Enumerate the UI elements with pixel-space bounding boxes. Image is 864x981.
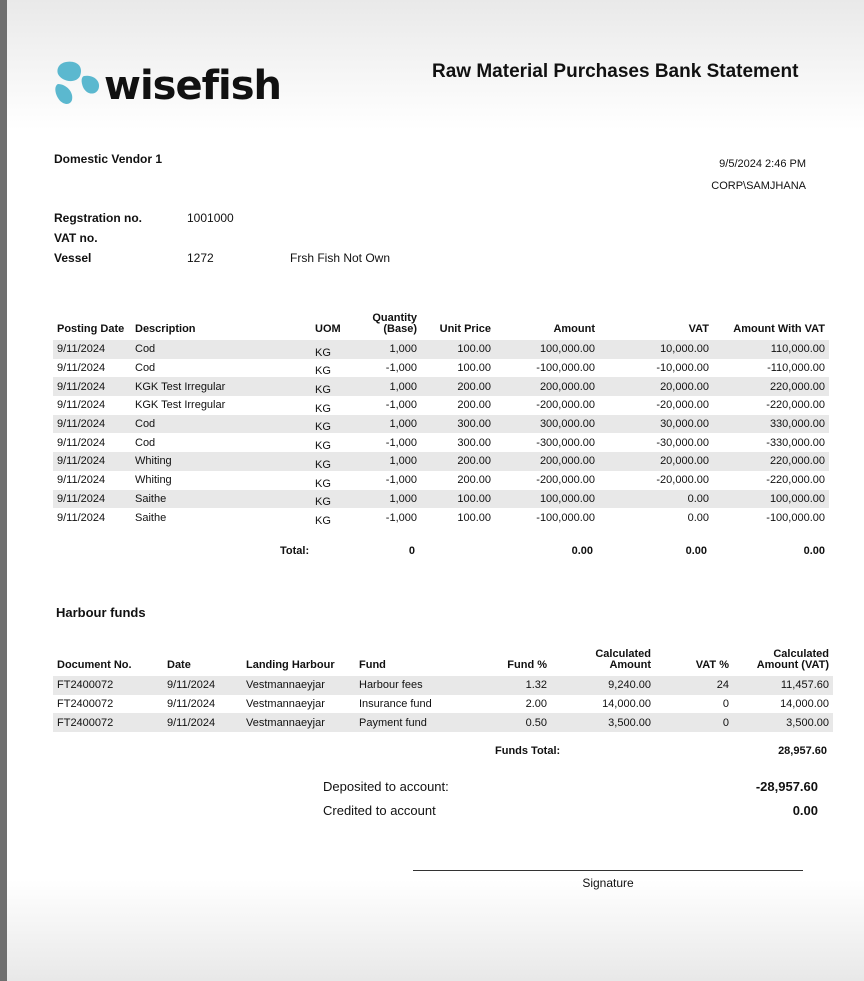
cell-desc: Cod bbox=[135, 436, 156, 449]
cell-total: 100,000.00 bbox=[713, 490, 829, 509]
cell-desc: Saithe bbox=[131, 490, 311, 509]
deposited-value: -28,957.60 bbox=[755, 779, 818, 794]
cell-date: 9/11/2024 bbox=[53, 340, 131, 359]
harbour-funds-title: Harbour funds bbox=[56, 605, 146, 620]
purchases-total-amount: 0.00 bbox=[571, 545, 593, 557]
cell-total: -220,000.00 bbox=[766, 399, 825, 412]
cell-qty: 1,000 bbox=[361, 452, 421, 471]
cell-fund: Insurance fund bbox=[359, 698, 432, 711]
cell-desc: Cod bbox=[135, 362, 156, 375]
cell-price: 100.00 bbox=[421, 340, 495, 359]
cell-calc-vat: 14,000.00 bbox=[780, 698, 829, 711]
vessel-description: Frsh Fish Not Own bbox=[290, 251, 391, 265]
cell-uom: KG bbox=[315, 365, 331, 378]
cell-total: -330,000.00 bbox=[766, 436, 825, 449]
cell-pct: 0.50 bbox=[463, 713, 551, 732]
cell-fund: Payment fund bbox=[355, 713, 463, 732]
cell-uom: KG bbox=[311, 452, 361, 471]
col-calc-vat-line1: Calculated bbox=[773, 647, 829, 660]
col-quantity-line2: (Base) bbox=[383, 323, 417, 336]
vessel-label: Vessel bbox=[54, 251, 92, 265]
registration-label: Regstration no. bbox=[54, 211, 143, 225]
cell-date: 9/11/2024 bbox=[57, 362, 106, 375]
cell-pct: 1.32 bbox=[463, 676, 551, 695]
col-vat-pct: VAT % bbox=[695, 659, 729, 672]
table-row bbox=[53, 676, 833, 695]
col-fund: Fund bbox=[359, 659, 386, 672]
cell-harbour: Vestmannaeyjar bbox=[242, 676, 355, 695]
cell-vat-pct: 0 bbox=[722, 698, 729, 711]
cell-qty: -1,000 bbox=[385, 474, 417, 487]
cell-total: 220,000.00 bbox=[713, 452, 829, 471]
credited-label: Credited to account bbox=[323, 803, 436, 818]
col-uom: UOM bbox=[315, 323, 341, 336]
cell-doc: FT2400072 bbox=[53, 676, 163, 695]
cell-amount: 200,000.00 bbox=[495, 452, 599, 471]
cell-price: 100.00 bbox=[457, 511, 491, 524]
cell-harbour: Vestmannaeyjar bbox=[242, 713, 355, 732]
table-row bbox=[53, 396, 829, 415]
cell-desc: Cod bbox=[131, 340, 311, 359]
window-edge bbox=[0, 0, 7, 981]
cell-desc: Saithe bbox=[135, 511, 167, 524]
deposited-label: Deposited to account: bbox=[323, 779, 449, 794]
cell-total: 220,000.00 bbox=[713, 377, 829, 396]
purchases-total-vat: 0.00 bbox=[685, 545, 707, 557]
vendor-name: Domestic Vendor 1 bbox=[54, 152, 163, 166]
registration-value: 1001000 bbox=[187, 211, 234, 225]
cell-qty: 1,000 bbox=[361, 415, 421, 434]
cell-date: 9/11/2024 bbox=[53, 377, 131, 396]
cell-date: 9/11/2024 bbox=[167, 698, 216, 711]
cell-harbour: Vestmannaeyjar bbox=[246, 698, 325, 711]
cell-total: 110,000.00 bbox=[713, 340, 829, 359]
cell-qty: -1,000 bbox=[385, 362, 417, 375]
cell-date: 9/11/2024 bbox=[57, 511, 106, 524]
col-quantity bbox=[361, 300, 421, 340]
cell-vat-pct: 0 bbox=[655, 713, 733, 732]
col-quantity-line1: Quantity bbox=[372, 311, 417, 324]
cell-doc: FT2400072 bbox=[57, 698, 114, 711]
funds-total-label: Funds Total: bbox=[495, 745, 561, 757]
cell-vat: 20,000.00 bbox=[599, 377, 713, 396]
cell-total: -220,000.00 bbox=[766, 474, 825, 487]
cell-doc: FT2400072 bbox=[53, 713, 163, 732]
cell-vat: 30,000.00 bbox=[599, 415, 713, 434]
col-unit-price: Unit Price bbox=[439, 323, 491, 336]
purchases-table bbox=[53, 300, 829, 527]
col-date: Date bbox=[167, 659, 191, 672]
cell-price: 200.00 bbox=[457, 474, 491, 487]
cell-qty: 1,000 bbox=[361, 377, 421, 396]
table-row bbox=[53, 433, 829, 452]
cell-price: 200.00 bbox=[457, 399, 491, 412]
cell-date: 9/11/2024 bbox=[163, 676, 242, 695]
report-datetime: 9/5/2024 2:46 PM bbox=[719, 158, 806, 170]
fish-logo-icon bbox=[54, 60, 102, 106]
cell-price: 200.00 bbox=[421, 452, 495, 471]
funds-total-value: 28,957.60 bbox=[778, 745, 827, 757]
cell-vat: -20,000.00 bbox=[656, 474, 709, 487]
logo-text: wisefish bbox=[104, 63, 281, 109]
cell-price: 300.00 bbox=[421, 415, 495, 434]
purchases-total-amount-with-vat: 0.00 bbox=[803, 545, 825, 557]
cell-calc-vat: 11,457.60 bbox=[733, 676, 833, 695]
cell-desc: KGK Test Irregular bbox=[135, 399, 226, 412]
cell-desc: Whiting bbox=[131, 452, 311, 471]
cell-date: 9/11/2024 bbox=[57, 474, 106, 487]
cell-qty: -1,000 bbox=[385, 436, 417, 449]
cell-total: -110,000.00 bbox=[767, 362, 825, 375]
cell-price: 100.00 bbox=[421, 490, 495, 509]
purchases-total-qty: 0 bbox=[408, 545, 415, 557]
cell-vat: 10,000.00 bbox=[599, 340, 713, 359]
col-posting-date: Posting Date bbox=[57, 323, 125, 336]
table-row bbox=[53, 490, 829, 509]
cell-vat: 0.00 bbox=[599, 490, 713, 509]
col-document-no: Document No. bbox=[57, 659, 132, 672]
col-amount-with-vat: Amount With VAT bbox=[733, 323, 825, 336]
wisefish-logo bbox=[54, 58, 284, 118]
cell-amount: -300,000.00 bbox=[536, 436, 595, 449]
cell-vat-pct: 24 bbox=[655, 676, 733, 695]
col-vat: VAT bbox=[688, 323, 709, 336]
col-description: Description bbox=[135, 323, 196, 336]
table-row bbox=[53, 359, 829, 378]
cell-desc: Whiting bbox=[135, 474, 172, 487]
cell-desc: KGK Test Irregular bbox=[131, 377, 311, 396]
cell-qty: -1,000 bbox=[385, 399, 417, 412]
table-row bbox=[53, 377, 829, 396]
table-row bbox=[53, 452, 829, 471]
cell-uom: KG bbox=[311, 377, 361, 396]
col-calc-vat-line2: Amount (VAT) bbox=[756, 659, 829, 672]
cell-uom: KG bbox=[315, 514, 331, 527]
cell-date: 9/11/2024 bbox=[53, 415, 131, 434]
cell-vat: -10,000.00 bbox=[656, 362, 709, 375]
cell-uom: KG bbox=[315, 440, 331, 453]
cell-calc: 3,500.00 bbox=[551, 713, 655, 732]
cell-vat: 20,000.00 bbox=[599, 452, 713, 471]
cell-calc: 9,240.00 bbox=[551, 676, 655, 695]
cell-date: 9/11/2024 bbox=[53, 490, 131, 509]
cell-date: 9/11/2024 bbox=[57, 399, 106, 412]
cell-pct: 2.00 bbox=[525, 698, 547, 711]
cell-vat: -30,000.00 bbox=[656, 436, 709, 449]
col-fund-pct: Fund % bbox=[507, 659, 547, 672]
cell-price: 300.00 bbox=[457, 436, 491, 449]
col-calculated-amount bbox=[551, 638, 655, 676]
credited-value: 0.00 bbox=[792, 803, 818, 818]
cell-price: 200.00 bbox=[421, 377, 495, 396]
cell-date: 9/11/2024 bbox=[53, 452, 131, 471]
table-row bbox=[53, 695, 833, 714]
cell-qty: 1,000 bbox=[361, 340, 421, 359]
cell-qty: -1,000 bbox=[385, 511, 417, 524]
col-calc-amount-line1: Calculated bbox=[595, 647, 651, 660]
cell-calc-vat: 3,500.00 bbox=[733, 713, 833, 732]
cell-uom: KG bbox=[315, 402, 331, 415]
col-amount: Amount bbox=[553, 323, 595, 336]
cell-total: -100,000.00 bbox=[766, 511, 825, 524]
cell-fund: Harbour fees bbox=[355, 676, 463, 695]
col-calc-amount-line2: Amount bbox=[609, 659, 651, 672]
cell-desc: Cod bbox=[131, 415, 311, 434]
cell-qty: 1,000 bbox=[361, 490, 421, 509]
table-row bbox=[53, 415, 829, 434]
cell-uom: KG bbox=[315, 477, 331, 490]
table-row bbox=[53, 713, 833, 732]
cell-uom: KG bbox=[311, 340, 361, 359]
cell-uom: KG bbox=[311, 490, 361, 509]
signature-line bbox=[413, 870, 803, 871]
cell-date: 9/11/2024 bbox=[163, 713, 242, 732]
cell-amount: 100,000.00 bbox=[495, 490, 599, 509]
cell-amount: -200,000.00 bbox=[536, 399, 595, 412]
cell-date: 9/11/2024 bbox=[57, 436, 106, 449]
harbour-header-row bbox=[53, 638, 833, 676]
report-user: CORP\SAMJHANA bbox=[711, 180, 806, 192]
cell-calc: 14,000.00 bbox=[602, 698, 651, 711]
cell-amount: 100,000.00 bbox=[495, 340, 599, 359]
signature-label: Signature bbox=[582, 876, 634, 890]
col-calculated-amount-vat bbox=[733, 638, 833, 676]
vat-no-label: VAT no. bbox=[54, 231, 98, 245]
cell-total: 330,000.00 bbox=[713, 415, 829, 434]
cell-vat: -20,000.00 bbox=[656, 399, 709, 412]
harbour-funds-table bbox=[53, 638, 833, 732]
report-page bbox=[7, 0, 864, 981]
col-landing-harbour: Landing Harbour bbox=[246, 659, 335, 672]
cell-amount: 300,000.00 bbox=[495, 415, 599, 434]
vessel-value: 1272 bbox=[187, 251, 214, 265]
report-title: Raw Material Purchases Bank Statement bbox=[432, 61, 799, 82]
cell-uom: KG bbox=[311, 415, 361, 434]
table-row bbox=[53, 340, 829, 359]
table-row bbox=[53, 471, 829, 490]
table-row bbox=[53, 508, 829, 527]
purchases-header-row bbox=[53, 300, 829, 340]
cell-amount: 200,000.00 bbox=[495, 377, 599, 396]
cell-amount: -200,000.00 bbox=[536, 474, 595, 487]
purchases-total-label: Total: bbox=[280, 545, 310, 557]
cell-amount: -100,000.00 bbox=[536, 362, 595, 375]
cell-vat: 0.00 bbox=[687, 511, 709, 524]
cell-amount: -100,000.00 bbox=[536, 511, 595, 524]
cell-price: 100.00 bbox=[457, 362, 491, 375]
